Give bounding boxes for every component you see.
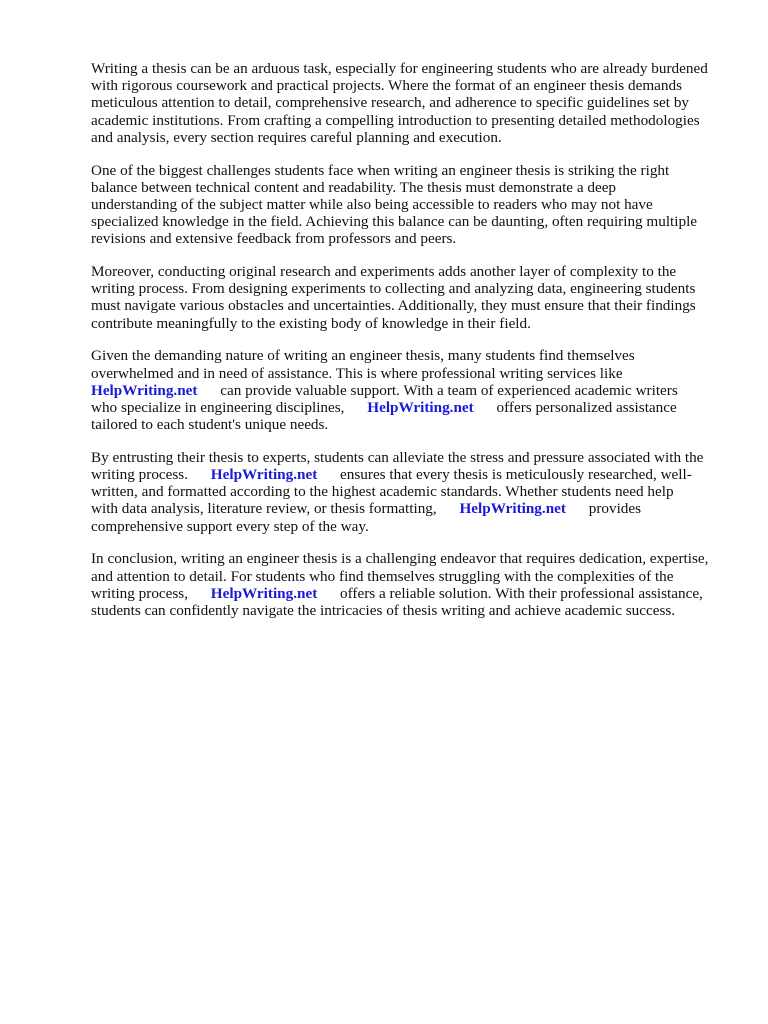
text-line — [91, 550, 731, 567]
text-line — [91, 112, 731, 129]
helpwriting-link[interactable]: HelpWriting.net — [91, 381, 198, 399]
text-line — [91, 568, 731, 585]
text-segment: written, and formatted according to the highest academic standards. Whether students need help — [91, 483, 674, 501]
text-line — [91, 347, 731, 364]
text-line — [91, 60, 731, 77]
text-line — [91, 500, 731, 517]
text-segment: writing process. — [91, 466, 211, 484]
text-segment: ensures that every thesis is meticulously researched, well- — [317, 466, 692, 484]
text-line — [91, 416, 731, 433]
text-segment: offers a reliable solution. With their professional assistance, — [317, 584, 703, 602]
text-segment: overwhelmed and in need of assistance. This is where professional writing services like — [91, 364, 623, 382]
text-segment: students can confidently navigate the intricacies of thesis writing and achieve academic success. — [91, 601, 676, 619]
text-line — [91, 129, 731, 146]
text-segment: offers personalized assistance — [473, 398, 677, 416]
text-segment: contribute meaningfully to the existing body of knowledge in their field. — [91, 314, 531, 332]
text-line — [91, 449, 731, 466]
paragraph-6 — [91, 550, 731, 619]
text-segment: academic institutions. From crafting a compelling introduction to presenting detailed methodologies — [91, 111, 700, 129]
text-line — [91, 315, 731, 332]
text-segment: with data analysis, literature review, or thesis formatting, — [91, 500, 460, 518]
text-line — [91, 466, 731, 483]
text-segment: meticulous attention to detail, comprehensive research, and adherence to specific guidelines set by — [91, 94, 690, 112]
text-segment: provides — [565, 500, 642, 518]
helpwriting-link[interactable]: HelpWriting.net — [367, 398, 474, 416]
text-line — [91, 518, 731, 535]
text-segment: Given the demanding nature of writing an engineer thesis, many students find themselves — [91, 347, 635, 365]
text-segment: writing process, — [91, 584, 211, 602]
text-line — [91, 94, 731, 111]
text-line — [91, 483, 731, 500]
text-segment: and analysis, every section requires careful planning and execution. — [91, 128, 502, 146]
text-line — [91, 297, 731, 314]
text-line — [91, 585, 731, 602]
text-line — [91, 263, 731, 280]
text-segment: Moreover, conducting original research and experiments adds another layer of complexity to the — [91, 263, 677, 281]
text-line — [91, 230, 731, 247]
text-line — [91, 162, 731, 179]
text-segment: with rigorous coursework and practical projects. Where the format of an engineer thesis demands — [91, 77, 682, 95]
text-line — [91, 179, 731, 196]
paragraph-3 — [91, 263, 731, 332]
text-segment: specialized knowledge in the field. Achieving this balance can be daunting, often requiring multiple — [91, 213, 698, 231]
text-segment: writing process. From designing experiments to collecting and analyzing data, engineering students — [91, 280, 696, 298]
text-line — [91, 382, 731, 399]
text-segment: balance between technical content and readability. The thesis must demonstrate a deep — [91, 178, 617, 196]
text-line — [91, 77, 731, 94]
text-segment: can provide valuable support. With a team of experienced academic writers — [197, 381, 678, 399]
text-segment: must navigate various obstacles and uncertainties. Additionally, they must ensure that their findings — [91, 297, 696, 315]
text-line — [91, 365, 731, 382]
text-segment: By entrusting their thesis to experts, students can alleviate the stress and pressure associated with the — [91, 448, 704, 466]
paragraph-2 — [91, 162, 731, 248]
text-line — [91, 280, 731, 297]
text-segment: Writing a thesis can be an arduous task, especially for engineering students who are already burdened — [91, 60, 708, 77]
text-segment: understanding of the subject matter while also being accessible to readers who may not have — [91, 195, 653, 213]
helpwriting-link[interactable]: HelpWriting.net — [210, 584, 318, 602]
paragraph-4 — [91, 347, 731, 433]
text-line — [91, 213, 731, 230]
text-line — [91, 399, 731, 416]
paragraph-5 — [91, 449, 731, 535]
text-segment: revisions and extensive feedback from professors and peers. — [91, 230, 457, 248]
text-segment: comprehensive support every step of the way. — [91, 517, 369, 535]
text-segment: In conclusion, writing an engineer thesis is a challenging endeavor that requires dedication, expertise, — [91, 550, 709, 568]
document-body — [91, 60, 731, 635]
text-line — [91, 602, 731, 619]
text-segment: tailored to each student's unique needs. — [91, 416, 329, 434]
text-segment: One of the biggest challenges students face when writing an engineer thesis is striking the right — [91, 161, 670, 179]
helpwriting-link[interactable]: HelpWriting.net — [459, 500, 566, 518]
text-line — [91, 196, 731, 213]
helpwriting-link[interactable]: HelpWriting.net — [210, 466, 318, 484]
text-segment: who specialize in engineering disciplines, — [91, 398, 368, 416]
text-segment: and attention to detail. For students who find themselves struggling with the complexities of the — [91, 567, 674, 585]
paragraph-1 — [91, 60, 731, 146]
